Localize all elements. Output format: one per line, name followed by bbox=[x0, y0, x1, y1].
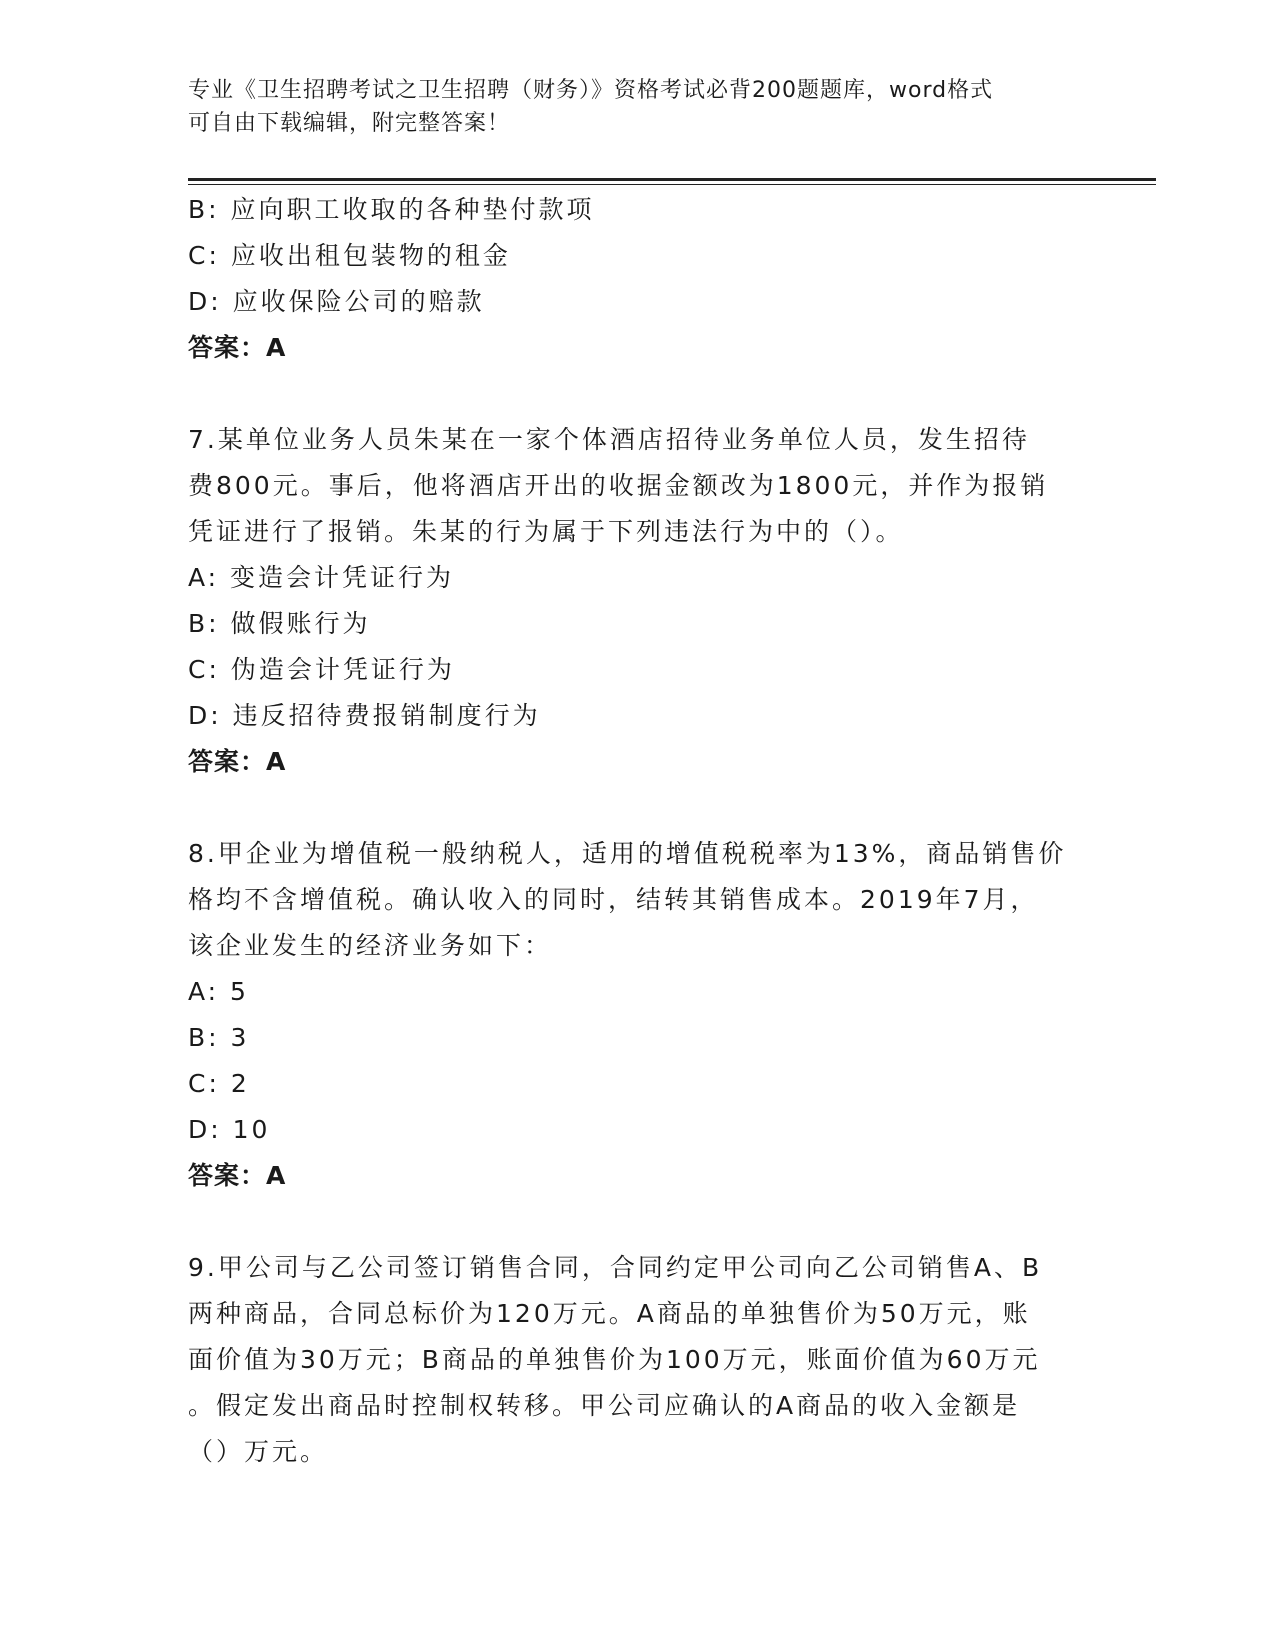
answer: 答案：A bbox=[188, 747, 287, 776]
spacer bbox=[188, 785, 1088, 831]
document-header bbox=[188, 74, 1088, 140]
question-8 bbox=[188, 831, 1088, 1199]
question-stem-line: 7.某单位业务人员朱某在一家个体酒店招待业务单位人员，发生招待 bbox=[188, 425, 1030, 454]
option-b: B: 应向职工收取的各种垫付款项 bbox=[188, 195, 595, 224]
answer: 答案：A bbox=[188, 1161, 287, 1190]
question-stem-line: 。假定发出商品时控制权转移。甲公司应确认的A商品的收入金额是 bbox=[188, 1391, 1021, 1420]
spacer bbox=[188, 1199, 1088, 1245]
document-body bbox=[188, 187, 1088, 1475]
question-stem-line: 费800元。事后，他将酒店开出的收据金额改为1800元，并作为报销 bbox=[188, 471, 1049, 500]
spacer bbox=[188, 371, 1088, 417]
option-c: C: 应收出租包装物的租金 bbox=[188, 241, 511, 270]
answer: 答案：A bbox=[188, 333, 287, 362]
question-stem-line: 两种商品，合同总标价为120万元。A商品的单独售价为50万元，账 bbox=[188, 1299, 1031, 1328]
question-7 bbox=[188, 417, 1088, 785]
question-stem-line: 格均不含增值税。确认收入的同时，结转其销售成本。2019年7月， bbox=[188, 885, 1039, 914]
question-stem-line: 面价值为30万元；B商品的单独售价为100万元，账面价值为60万元 bbox=[188, 1345, 1041, 1374]
option-d: D: 违反招待费报销制度行为 bbox=[188, 701, 541, 730]
question-stem-line: 9.甲公司与乙公司签订销售合同，合同约定甲公司向乙公司销售A、B bbox=[188, 1253, 1043, 1282]
option-d: D: 10 bbox=[188, 1115, 271, 1144]
option-b: B: 3 bbox=[188, 1023, 250, 1052]
header-rule-thick bbox=[188, 178, 1156, 181]
option-c: C: 伪造会计凭证行为 bbox=[188, 655, 455, 684]
header-rule-thin bbox=[188, 184, 1156, 185]
option-a: A: 变造会计凭证行为 bbox=[188, 563, 455, 592]
option-c: C: 2 bbox=[188, 1069, 250, 1098]
question-stem-line: 凭证进行了报销。朱某的行为属于下列违法行为中的（）。 bbox=[188, 517, 904, 546]
question-stem-line: 8.甲企业为增值税一般纳税人，适用的增值税税率为13%，商品销售价 bbox=[188, 839, 1067, 868]
question-stem-line: 该企业发生的经济业务如下： bbox=[188, 931, 553, 960]
option-a: A: 5 bbox=[188, 977, 249, 1006]
question-stem-line: （）万元。 bbox=[188, 1437, 329, 1466]
option-d: D: 应收保险公司的赔款 bbox=[188, 287, 485, 316]
header-line-2: 可自由下载编辑，附完整答案！ bbox=[188, 111, 511, 136]
question-9 bbox=[188, 1245, 1088, 1475]
header-line-1: 专业《卫生招聘考试之卫生招聘（财务）》资格考试必背200题题库，word格式 bbox=[188, 78, 994, 103]
option-b: B: 做假账行为 bbox=[188, 609, 371, 638]
question-6-tail bbox=[188, 187, 1088, 371]
